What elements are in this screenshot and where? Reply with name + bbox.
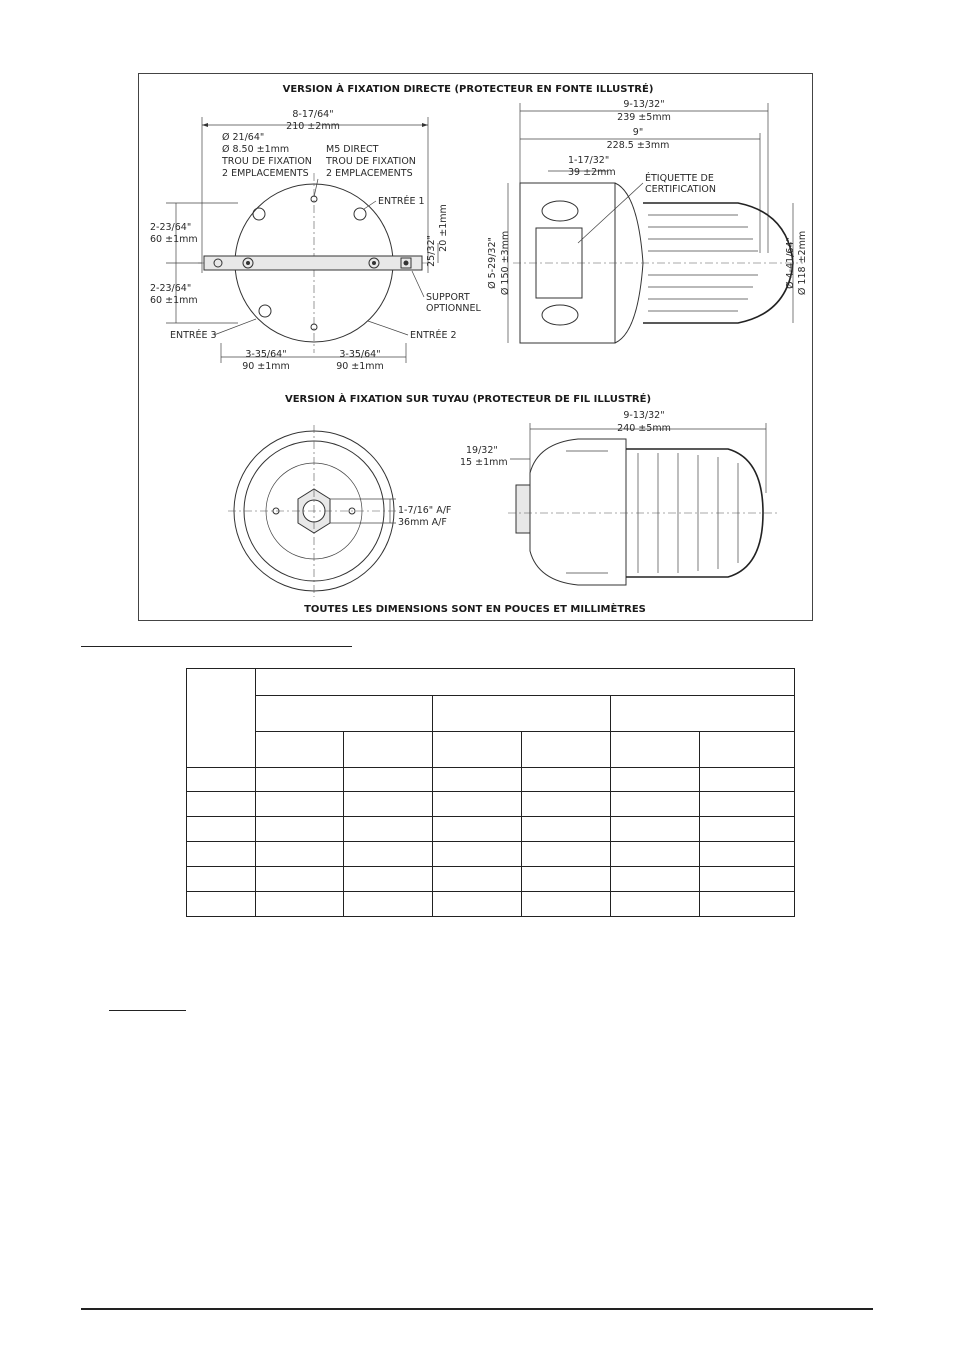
svg-text:Ø 118 ±2mm: Ø 118 ±2mm <box>797 230 808 296</box>
svg-text:210 ±2mm: 210 ±2mm <box>286 121 340 132</box>
svg-text:2 EMPLACEMENTS: 2 EMPLACEMENTS <box>222 168 309 179</box>
table-cell <box>256 669 795 696</box>
table-row <box>187 732 795 768</box>
svg-text:9-13/32": 9-13/32" <box>623 99 665 110</box>
table-row <box>187 842 795 867</box>
svg-text:2 EMPLACEMENTS: 2 EMPLACEMENTS <box>326 168 413 179</box>
svg-text:15 ±1mm: 15 ±1mm <box>460 457 508 468</box>
svg-text:Ø 8.50 ±1mm: Ø 8.50 ±1mm <box>222 144 290 155</box>
svg-text:TROU DE FIXATION: TROU DE FIXATION <box>222 156 312 167</box>
drawing-title-top: VERSION À FIXATION DIRECTE (PROTECTEUR EN FONTE ILLUSTRÉ) <box>282 84 654 95</box>
table-row <box>187 768 795 792</box>
drawing-title-bottom: VERSION À FIXATION SUR TUYAU (PROTECTEUR DE FIL ILLUSTRÉ) <box>284 394 652 405</box>
spec-table <box>186 668 795 917</box>
table-cell <box>433 696 611 732</box>
svg-text:Ø 21/64": Ø 21/64" <box>222 132 265 143</box>
svg-text:TROU DE FIXATION: TROU DE FIXATION <box>326 156 416 167</box>
svg-text:36mm A/F: 36mm A/F <box>398 517 447 528</box>
table-cell <box>433 732 522 768</box>
svg-text:3-35/64": 3-35/64" <box>245 349 287 360</box>
table-cell <box>256 732 344 768</box>
svg-text:9-13/32": 9-13/32" <box>623 410 665 421</box>
drawing-footer: TOUTES LES DIMENSIONS SONT EN POUCES ET MILLIMÈTRES <box>304 604 646 615</box>
table-cell <box>344 732 433 768</box>
svg-text:240 ±5mm: 240 ±5mm <box>617 423 671 434</box>
svg-text:228.5 ±3mm: 228.5 ±3mm <box>606 140 670 151</box>
svg-text:60 ±1mm: 60 ±1mm <box>150 234 198 245</box>
svg-text:90 ±1mm: 90 ±1mm <box>242 361 290 372</box>
svg-text:OPTIONNEL: OPTIONNEL <box>426 303 481 314</box>
svg-text:ENTRÉE 1: ENTRÉE 1 <box>378 196 425 207</box>
svg-text:Ø 4-41/64": Ø 4-41/64" <box>785 237 796 289</box>
table-cell <box>187 669 256 768</box>
table-row <box>187 669 795 696</box>
svg-text:2-23/64": 2-23/64" <box>150 283 192 294</box>
svg-text:CERTIFICATION: CERTIFICATION <box>645 184 716 195</box>
svg-text:9": 9" <box>632 127 644 138</box>
svg-text:239 ±5mm: 239 ±5mm <box>617 112 671 123</box>
svg-text:ÉTIQUETTE DE: ÉTIQUETTE DE <box>645 173 714 184</box>
svg-text:25/32": 25/32" <box>426 235 437 267</box>
svg-text:Ø 5-29/32": Ø 5-29/32" <box>487 237 498 289</box>
table-cell <box>256 696 433 732</box>
svg-text:39 ±2mm: 39 ±2mm <box>568 167 616 178</box>
svg-text:1-17/32": 1-17/32" <box>568 155 610 166</box>
svg-text:60 ±1mm: 60 ±1mm <box>150 295 198 306</box>
svg-text:ENTRÉE 2: ENTRÉE 2 <box>410 330 457 341</box>
table-cell <box>700 732 795 768</box>
notes-heading-rule <box>109 1010 186 1011</box>
svg-text:M5 DIRECT: M5 DIRECT <box>326 144 379 155</box>
table-row <box>187 696 795 732</box>
svg-text:Ø 150 ±3mm: Ø 150 ±3mm <box>500 230 511 296</box>
svg-text:ENTRÉE 3: ENTRÉE 3 <box>170 330 217 341</box>
table-row <box>187 817 795 842</box>
table-cell <box>611 732 700 768</box>
footer-rule <box>81 1308 873 1310</box>
table-cell <box>611 696 795 732</box>
svg-text:2-23/64": 2-23/64" <box>150 222 192 233</box>
dimension-drawing <box>138 73 813 621</box>
table-row <box>187 892 795 917</box>
table-cell <box>522 732 611 768</box>
svg-text:3-35/64": 3-35/64" <box>339 349 381 360</box>
svg-text:8-17/64": 8-17/64" <box>292 109 334 120</box>
table-row <box>187 792 795 817</box>
svg-text:SUPPORT: SUPPORT <box>426 292 470 303</box>
svg-text:19/32": 19/32" <box>466 445 498 456</box>
svg-text:20 ±1mm: 20 ±1mm <box>438 204 449 252</box>
svg-text:1-7/16" A/F: 1-7/16" A/F <box>398 505 452 516</box>
section-heading-rule <box>81 646 352 647</box>
table-row <box>187 867 795 892</box>
svg-text:90 ±1mm: 90 ±1mm <box>336 361 384 372</box>
